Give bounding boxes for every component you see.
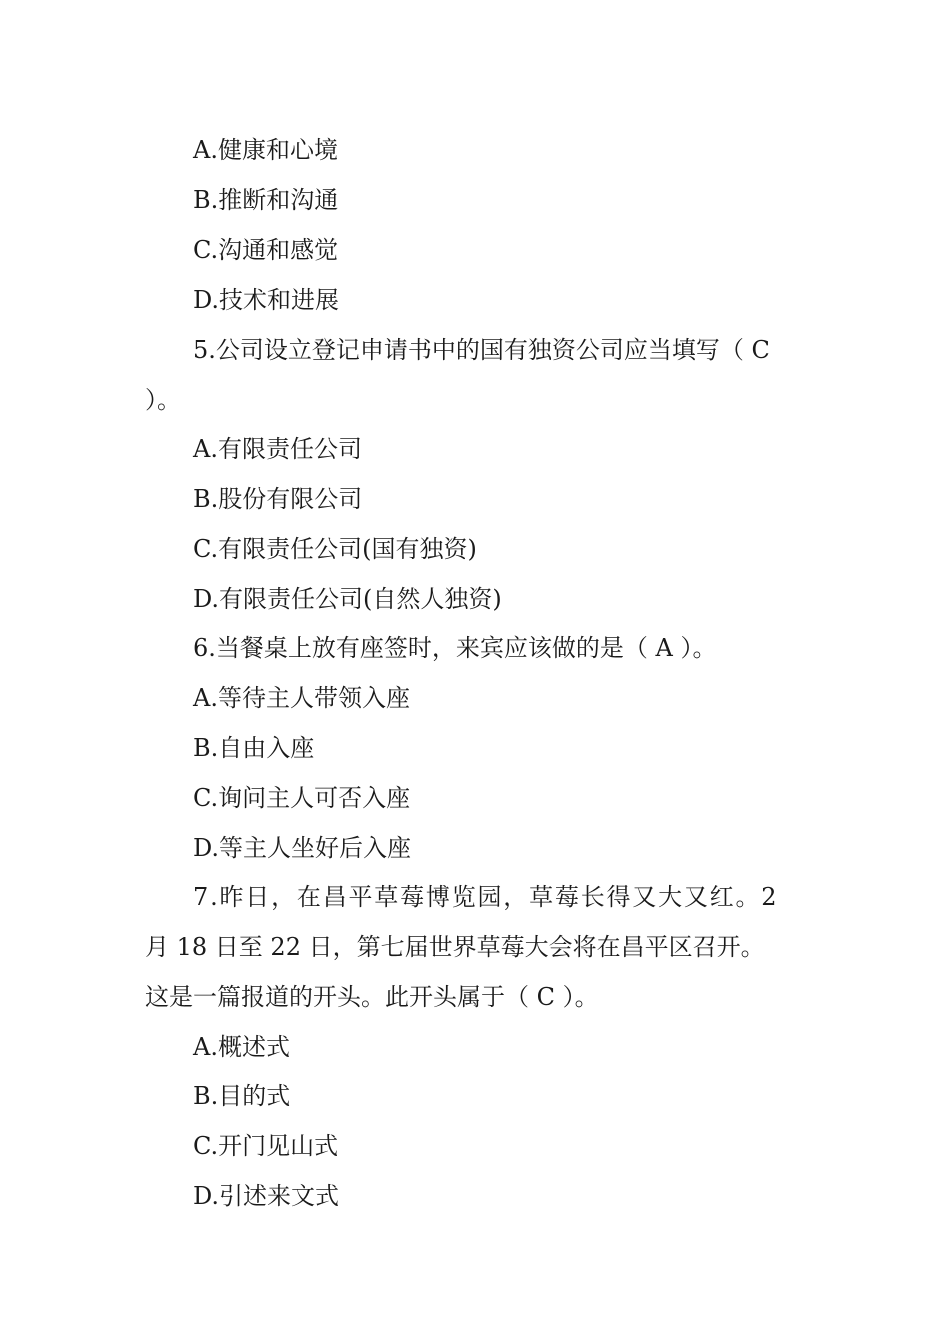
q6-option-b: B.自由入座 xyxy=(193,734,315,762)
q5-option-c: C.有限责任公司(国有独资) xyxy=(193,535,477,563)
q7-option-c: C.开门见山式 xyxy=(193,1132,339,1160)
q5-question-line-2: ）。 xyxy=(145,386,181,414)
q7-option-d: D.引述来文式 xyxy=(193,1182,340,1210)
q7-question-line-1: 7.昨日，在昌平草莓博览园，草莓长得又大又红。2 xyxy=(193,883,779,911)
q5-option-b: B.股份有限公司 xyxy=(193,485,363,513)
q4-option-a: A.健康和心境 xyxy=(193,136,338,164)
q7-option-b: B.目的式 xyxy=(193,1082,291,1110)
q6-question: 6.当餐桌上放有座签时，来宾应该做的是（ A ）。 xyxy=(193,634,717,662)
q7-question-line-3: 这是一篇报道的开头。此开头属于（ C ）。 xyxy=(145,983,599,1011)
q4-option-b: B.推断和沟通 xyxy=(193,186,339,214)
q5-question-line-1: 5.公司设立登记申请书中的国有独资公司应当填写（ C xyxy=(193,336,770,364)
q4-option-d: D.技术和进展 xyxy=(193,286,340,314)
q6-option-d: D.等主人坐好后入座 xyxy=(193,834,412,862)
q4-option-c: C.沟通和感觉 xyxy=(193,236,339,264)
q6-option-a: A.等待主人带领入座 xyxy=(193,684,410,712)
q7-option-a: A.概述式 xyxy=(193,1033,290,1061)
q5-option-a: A.有限责任公司 xyxy=(193,435,362,463)
q7-question-line-2: 月 18 日至 22 日，第七届世界草莓大会将在昌平区召开。 xyxy=(145,933,765,961)
q6-option-c: C.询问主人可否入座 xyxy=(193,784,411,812)
q5-option-d: D.有限责任公司(自然人独资) xyxy=(193,585,502,613)
